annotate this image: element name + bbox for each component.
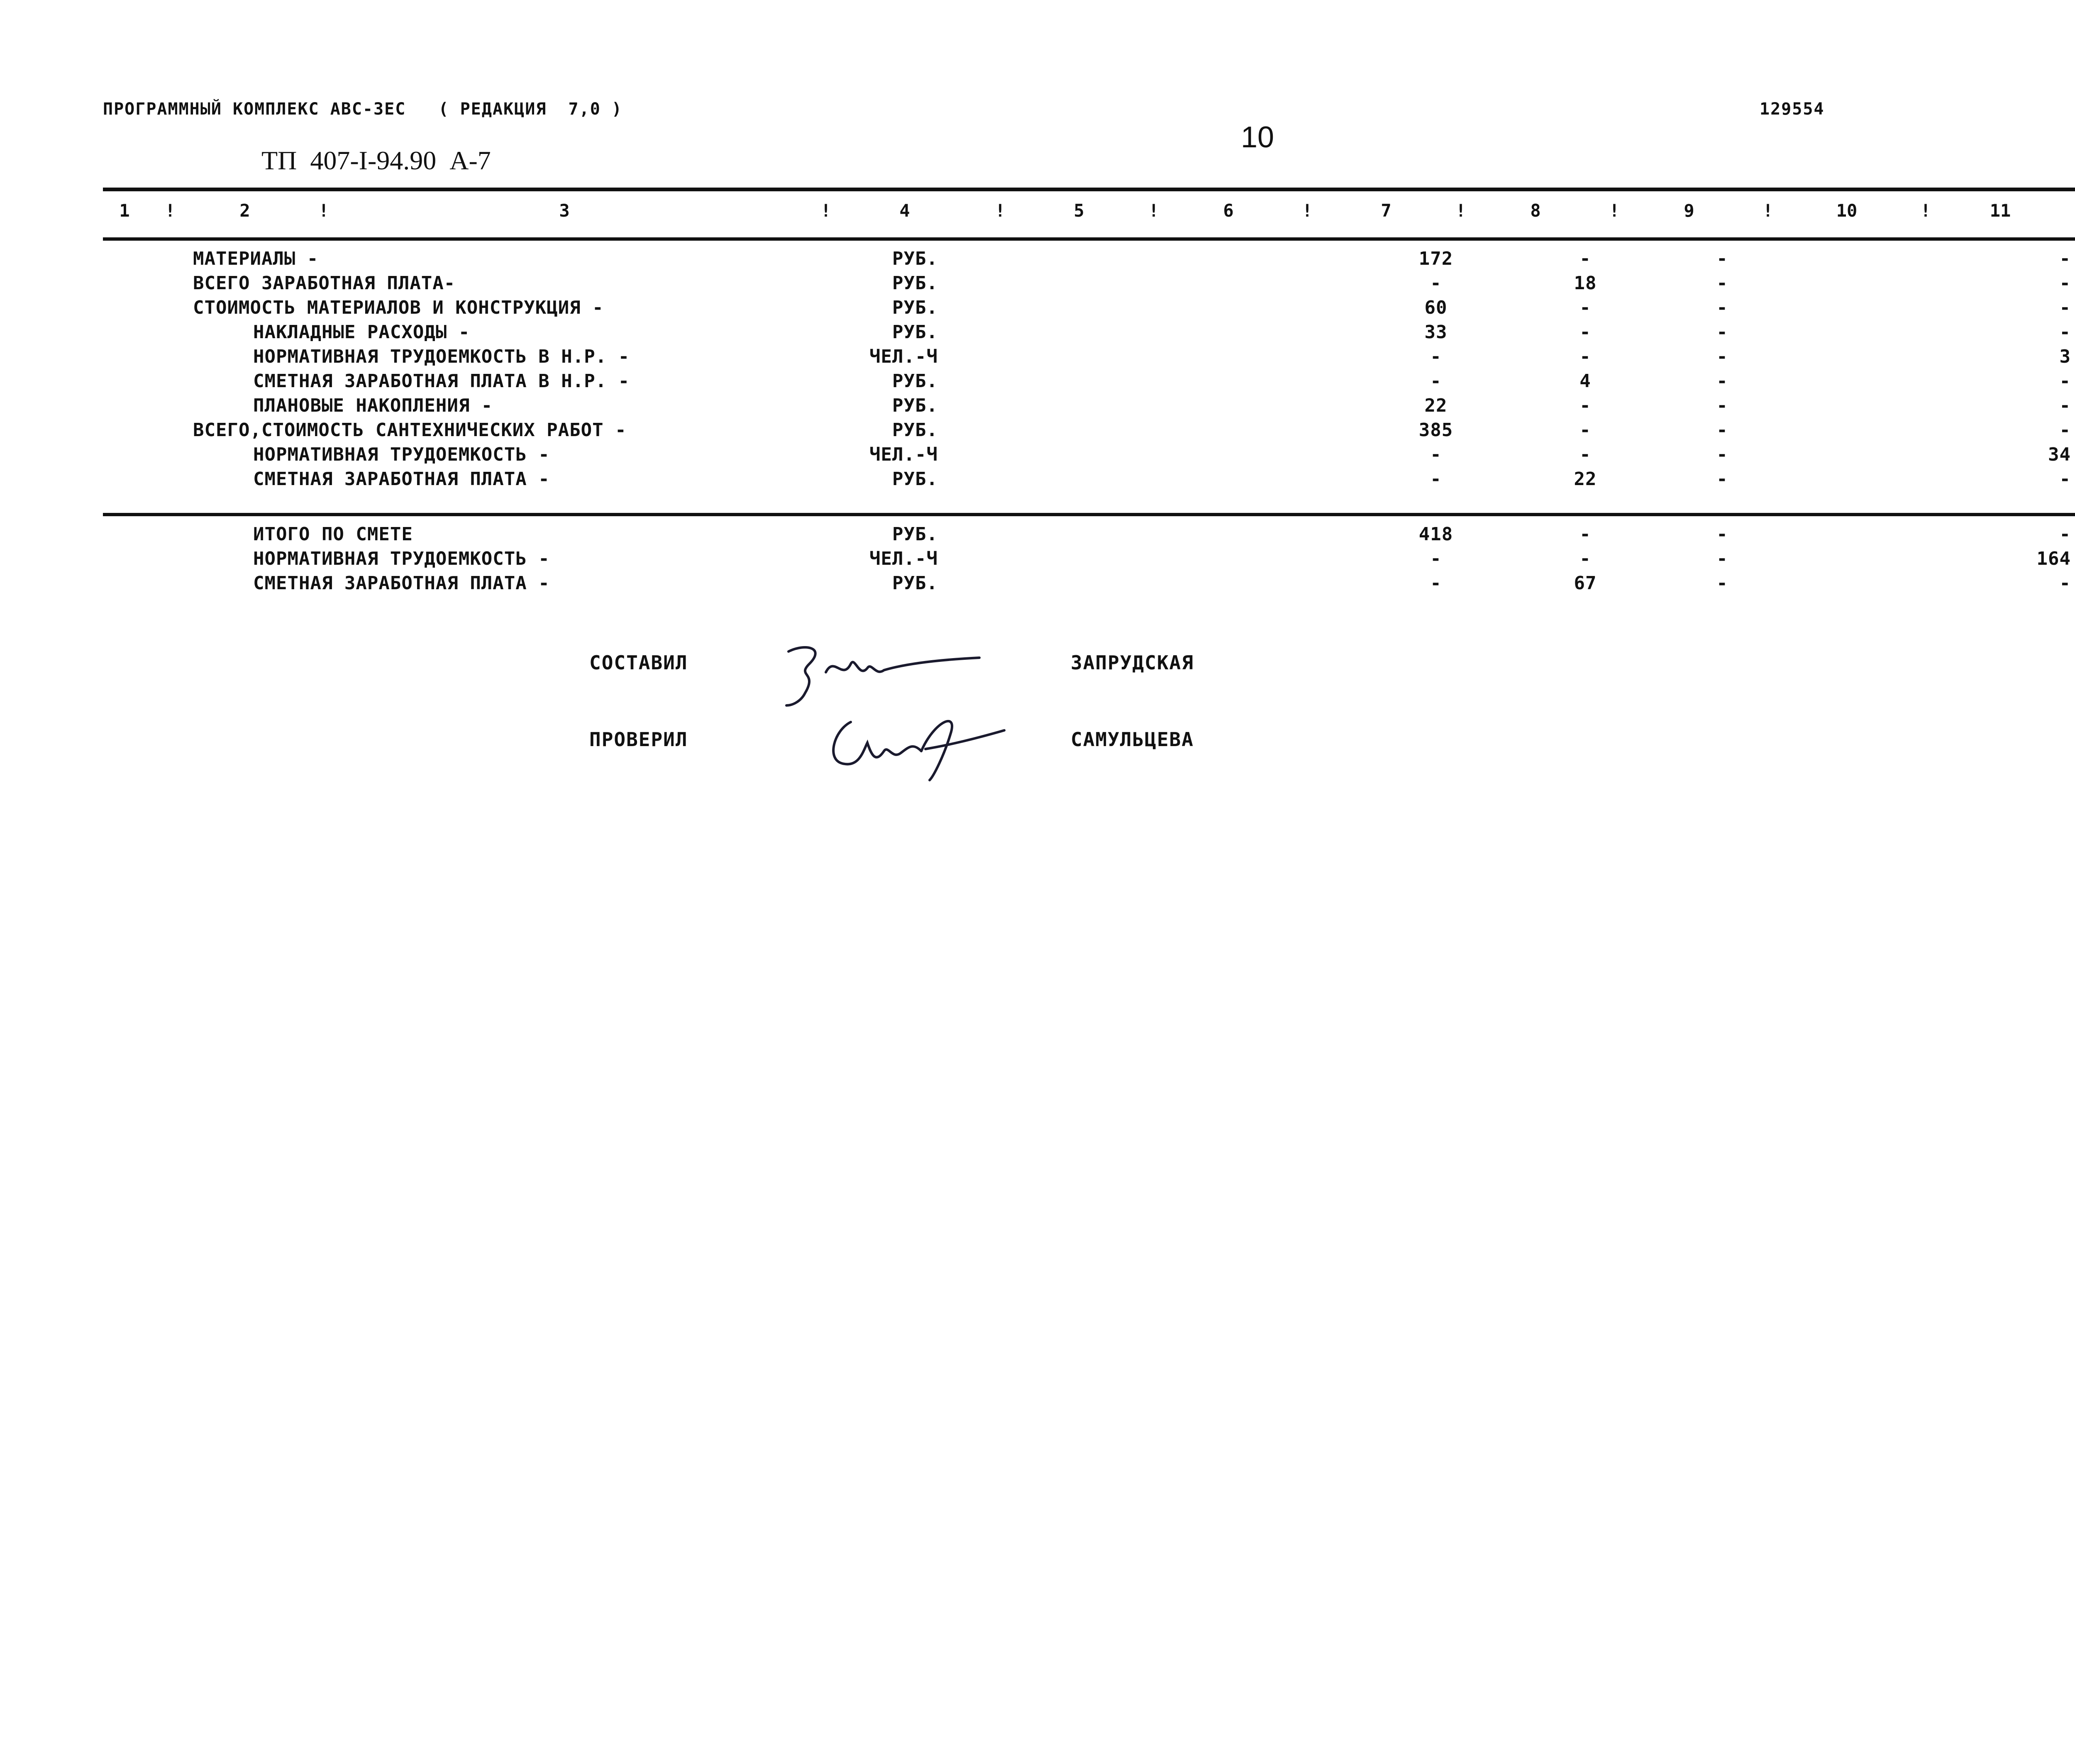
row-label: СМЕТНАЯ ЗАРАБОТНАЯ ПЛАТА В Н.Р. - (253, 371, 630, 392)
row-col7: 418 (1418, 524, 1453, 545)
row-col9: - (1716, 248, 1728, 269)
table-row (0, 444, 2075, 468)
compiled-by-label: СОСТАВИЛ (589, 651, 688, 674)
row-unit: ЧЕЛ.-Ч (869, 346, 938, 367)
row-col11: - (2059, 322, 2071, 343)
row-col11: - (2059, 395, 2071, 416)
row-col7: 385 (1418, 420, 1453, 441)
row-col9: - (1716, 371, 1728, 392)
row-col11: - (2059, 273, 2071, 294)
table-row (0, 524, 2075, 548)
column-separator: ! (1763, 200, 1773, 221)
row-label: СМЕТНАЯ ЗАРАБОТНАЯ ПЛАТА - (253, 573, 550, 594)
checked-by-label: ПРОВЕРИЛ (589, 728, 688, 751)
table-row (0, 322, 2075, 346)
table-row (0, 371, 2075, 395)
row-col7: - (1430, 548, 1442, 569)
row-col9: - (1716, 297, 1728, 318)
row-col9: - (1716, 444, 1728, 465)
row-label: МАТЕРИАЛЫ - (193, 248, 319, 269)
row-label: ПЛАНОВЫЕ НАКОПЛЕНИЯ - (253, 395, 493, 416)
row-col9: - (1716, 420, 1728, 441)
table-row (0, 420, 2075, 444)
row-label: ВСЕГО ЗАРАБОТНАЯ ПЛАТА- (193, 273, 456, 294)
column-separator: ! (995, 200, 1006, 221)
column-separator: ! (1455, 200, 1466, 221)
row-col9: - (1716, 273, 1728, 294)
row-col8: - (1579, 248, 1591, 269)
row-col11: - (2059, 420, 2071, 441)
row-col7: - (1430, 444, 1442, 465)
column-header: 9 (1684, 200, 1694, 221)
column-separator: ! (1920, 200, 1931, 221)
row-label: НОРМАТИВНАЯ ТРУДОЕМКОСТЬ В Н.Р. - (253, 346, 630, 367)
table-row (0, 395, 2075, 420)
column-header: 5 (1074, 200, 1084, 221)
column-header: 11 (1990, 200, 2011, 221)
table-row (0, 548, 2075, 573)
row-col8: - (1579, 297, 1591, 318)
row-col11: 3 (2059, 346, 2071, 367)
row-col8: - (1579, 548, 1591, 569)
row-unit: ЧЕЛ.-Ч (869, 444, 938, 465)
table-row (0, 297, 2075, 322)
column-header: 10 (1836, 200, 1858, 221)
program-header: ПРОГРАММНЫЙ КОМПЛЕКС АВС-3ЕС ( РЕДАКЦИЯ 7,0 ) (103, 100, 622, 119)
row-col9: - (1716, 548, 1728, 569)
row-label: НОРМАТИВНАЯ ТРУДОЕМКОСТЬ - (253, 444, 550, 465)
column-header: 7 (1381, 200, 1391, 221)
row-col8: - (1579, 346, 1591, 367)
table-row (0, 273, 2075, 297)
row-unit: РУБ. (892, 322, 938, 343)
row-col11: 34 (2048, 444, 2071, 465)
row-col7: 172 (1418, 248, 1453, 269)
row-col8: 4 (1579, 371, 1591, 392)
column-header: 3 (559, 200, 570, 221)
table-row (0, 573, 2075, 597)
row-col8: - (1579, 524, 1591, 545)
row-col7: - (1430, 273, 1442, 294)
row-unit: РУБ. (892, 371, 938, 392)
table-row (0, 468, 2075, 493)
row-col11: - (2059, 371, 2071, 392)
table-total-rule (103, 513, 2075, 516)
page-number: 10 (1241, 121, 1274, 154)
row-col8: 22 (1574, 468, 1597, 490)
column-separator: ! (1302, 200, 1313, 221)
row-unit: РУБ. (892, 297, 938, 318)
row-col9: - (1716, 322, 1728, 343)
tp-code: ТП 407-I-94.90 А-7 (261, 146, 491, 175)
row-col11: - (2059, 468, 2071, 490)
row-label: НАКЛАДНЫЕ РАСХОДЫ - (253, 322, 470, 343)
column-header: 8 (1530, 200, 1541, 221)
column-separator: ! (318, 200, 329, 221)
row-col7: 60 (1424, 297, 1448, 318)
row-col7: - (1430, 573, 1442, 594)
row-col8: - (1579, 444, 1591, 465)
row-col11: - (2059, 297, 2071, 318)
column-separator: ! (1609, 200, 1620, 221)
table-top-rule (103, 188, 2075, 191)
row-col7: - (1430, 468, 1442, 490)
row-col8: - (1579, 395, 1591, 416)
row-label: СТОИМОСТЬ МАТЕРИАЛОВ И КОНСТРУКЦИЯ - (193, 297, 604, 318)
row-col7: - (1430, 346, 1442, 367)
row-col8: - (1579, 322, 1591, 343)
row-col7: 33 (1424, 322, 1448, 343)
row-col11: 164 (2036, 548, 2071, 569)
row-unit: РУБ. (892, 524, 938, 545)
row-col8: 18 (1574, 273, 1597, 294)
row-col9: - (1716, 395, 1728, 416)
table-row (0, 346, 2075, 371)
row-unit: РУБ. (892, 420, 938, 441)
checked-signature (826, 705, 1017, 784)
row-col9: - (1716, 573, 1728, 594)
column-separator: ! (1148, 200, 1159, 221)
column-header: 4 (899, 200, 910, 221)
row-col8: - (1579, 420, 1591, 441)
column-separator: ! (165, 200, 176, 221)
row-col9: - (1716, 346, 1728, 367)
compiled-signature (780, 639, 996, 710)
row-col7: - (1430, 371, 1442, 392)
row-col7: 22 (1424, 395, 1448, 416)
column-header: 2 (239, 200, 250, 221)
row-unit: РУБ. (892, 573, 938, 594)
row-col9: - (1716, 468, 1728, 490)
row-unit: ЧЕЛ.-Ч (869, 548, 938, 569)
row-col11: - (2059, 524, 2071, 545)
compiled-by-name: ЗАПРУДСКАЯ (1071, 651, 1194, 674)
row-label: ИТОГО ПО СМЕТЕ (253, 524, 413, 545)
row-unit: РУБ. (892, 273, 938, 294)
row-col8: 67 (1574, 573, 1597, 594)
table-header-bottom-rule (103, 237, 2075, 241)
column-separator: ! (820, 200, 831, 221)
checked-by-name: САМУЛЬЦЕВА (1071, 728, 1194, 751)
row-col11: - (2059, 248, 2071, 269)
row-unit: РУБ. (892, 248, 938, 269)
column-header: 6 (1223, 200, 1234, 221)
row-label: НОРМАТИВНАЯ ТРУДОЕМКОСТЬ - (253, 548, 550, 569)
column-header: 1 (119, 200, 130, 221)
table-row (0, 248, 2075, 273)
row-label: ВСЕГО,СТОИМОСТЬ САНТЕХНИЧЕСКИХ РАБОТ - (193, 420, 627, 441)
row-unit: РУБ. (892, 395, 938, 416)
document-number: 129554 (1760, 100, 1825, 119)
row-label: СМЕТНАЯ ЗАРАБОТНАЯ ПЛАТА - (253, 468, 550, 490)
row-col9: - (1716, 524, 1728, 545)
row-col11: - (2059, 573, 2071, 594)
row-unit: РУБ. (892, 468, 938, 490)
